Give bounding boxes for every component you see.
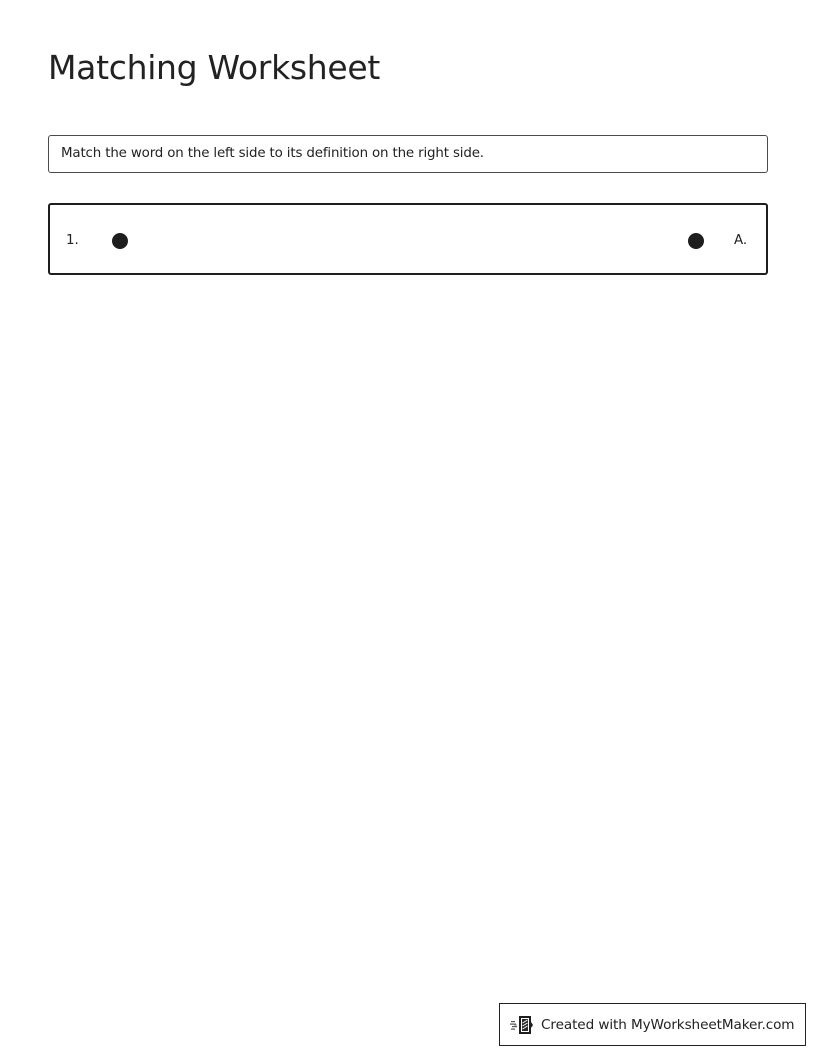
worksheet-maker-logo-icon — [510, 1013, 534, 1037]
item-letter: A. — [734, 233, 748, 248]
instructions-box — [48, 135, 768, 173]
item-number: 1. — [66, 233, 79, 248]
created-with-badge[interactable] — [499, 1003, 806, 1046]
left-connector-dot-icon[interactable] — [112, 233, 128, 249]
matching-section — [48, 203, 768, 275]
page-title: Matching Worksheet — [48, 48, 381, 87]
right-connector-dot-icon[interactable] — [688, 233, 704, 249]
instructions-text: Match the word on the left side to its definition on the right side. — [61, 146, 484, 161]
matching-row — [50, 205, 766, 273]
created-with-text[interactable]: Created with MyWorksheetMaker.com — [541, 1017, 795, 1033]
